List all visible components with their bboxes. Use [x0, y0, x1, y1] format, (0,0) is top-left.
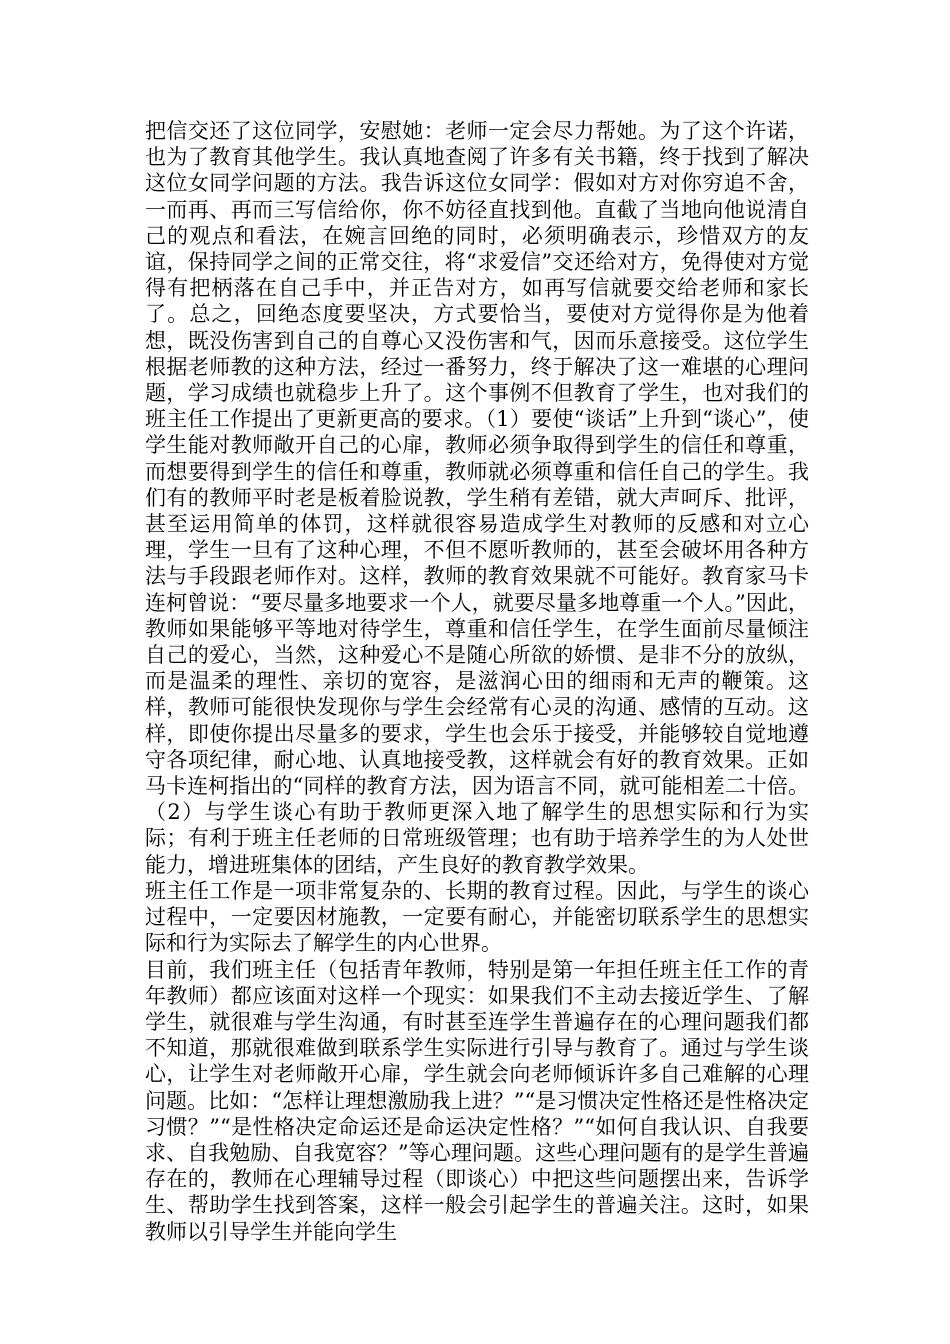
paragraph-1: 把信交还了这位同学，安慰她：老师一定会尽力帮她。为了这个许诺，也为了教育其他学生。我认真地查阅了许多有关书籍，终于找到了解决这位女同学问题的方法。我告诉这位女同学：假如对方对你穷追不舍，一而再、再而三写信给你，你不妨径直找到他。直截了当地向他说清自己的观点和看法，在婉言回绝的同时，必须明确表示，珍惜双方的友谊，保持同学之间的正常交往，将“求爱信”交还给对方，免得使对方觉得有把柄落在自己手中，并正告对方，如再写信就要交给老师和家长了。总之，回绝态度要坚决，方式要恰当，要使对方觉得你是为他着想，既没伤害到自己的自尊心又没伤害和气，因而乐意接受。这位学生根据老师教的这种方法，经过一番努力，终于解决了这一难堪的心理问题，学习成绩也就稳步上升了。这个事例不但教育了学生，也对我们的班主任工作提出了更新更高的要求。（1）要使“谈话”上升到“谈心”，使学生能对教师敞开自己的心扉，教师必须争取得到学生的信任和尊重，而想要得到学生的信任和尊重，教师就必须尊重和信任自己的学生。我们有的教师平时老是板着脸说教，学生稍有差错，就大声呵斥、批评，甚至运用简单的体罚，这样就很容易造成学生对教师的反感和对立心理，学生一旦有了这种心理，不但不愿听教师的，甚至会破坏用各种方法与手段跟老师作对。这样，教师的教育效果就不可能好。教育家马卡连柯曾说：“要尽量多地要求一个人，就要尽量多地尊重一个人。”因此，教师如果能够平等地对待学生，尊重和信任学生，在学生面前尽量倾注自己的爱心，当然，这种爱心不是随心所欲的娇惯、是非不分的放纵，而是温柔的理性、亲切的宽容，是滋润心田的细雨和无声的鞭策。这样，教师可能很快发现你与学生会经常有心灵的沟通、感情的互动。这样，即使你提出尽量多的要求，学生也会乐于接受，并能够较自觉地遵守各项纪律，耐心地、认真地接受教，这样就会有好的教育效果。正如马卡连柯指出的“同样的教育方法，因为语言不同，就可能相差二十倍。（2）与学生谈心有助于教师更深入地了解学生的思想实际和行为实际；有利于班主任老师的日常班级管理；也有助于培养学生的为人处世能力，增进班集体的团结，产生良好的教育教学效果。: [145, 119, 809, 877]
document-body: [145, 118, 809, 1245]
paragraph-3: 目前，我们班主任（包括青年教师，特别是第一年担任班主任工作的青年教师）都应该面对这样一个现实：如果我们不主动去接近学生、了解学生，就很难与学生沟通，有时甚至连学生普遍存在的心理问题我们都不知道，那就很难做到联系学生实际进行引导与教育了。通过与学生谈心，让学生对老师敞开心扉，学生就会向老师倾诉许多自己难解的心理问题。比如：“怎样让理想激励我上进？”“是习惯决定性格还是性格决定习惯？”“是性格决定命运还是命运决定性格？”“如何自我认识、自我要求、自我勉励、自我宽容？”等心理问题。这些心理问题有的是学生普遍存在的，教师在心理辅导过程（即谈心）中把这些问题摆出来，告诉学生、帮助学生找到答案，这样一般会引起学生的普遍关注。这时，如果教师以引导学生并能向学生: [145, 957, 809, 1244]
paragraph-2: 班主任工作是一项非常复杂的、长期的教育过程。因此，与学生的谈心过程中，一定要因材施教，一定要有耐心，并能密切联系学生的思想实际和行为实际去了解学生的内心世界。: [145, 878, 809, 956]
